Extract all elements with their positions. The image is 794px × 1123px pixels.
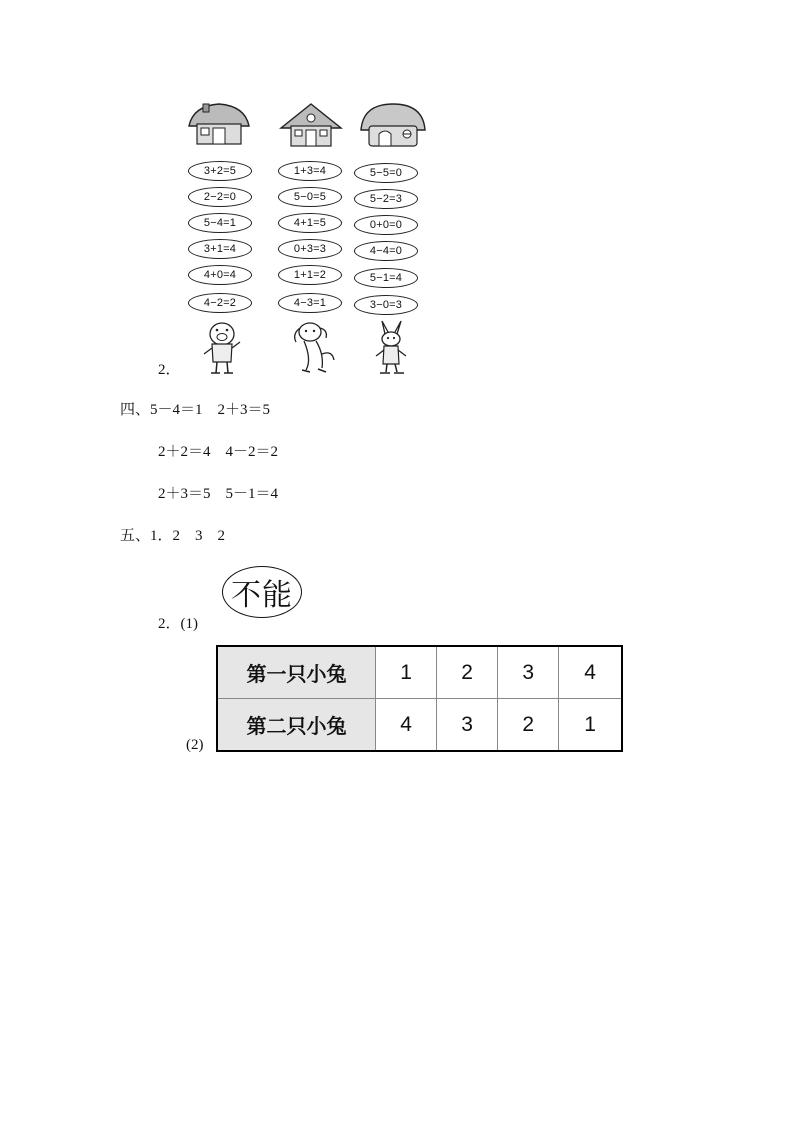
equation-oval: 4−3=1 — [278, 293, 342, 313]
row-header: 第一只小兔 — [217, 646, 376, 699]
equation-oval: 1+3=4 — [278, 161, 342, 181]
mushroom-house-icon — [357, 100, 429, 150]
table-cell: 2 — [437, 646, 498, 699]
equation-oval: 4+1=5 — [278, 213, 342, 233]
equation-oval: 5−2=3 — [354, 189, 418, 209]
dog-icon — [288, 320, 338, 376]
table-cell: 1 — [559, 699, 622, 752]
house-column-2 — [274, 100, 348, 150]
house-column-1 — [182, 100, 256, 150]
equation-oval: 3+2=5 — [188, 161, 252, 181]
table-cell: 3 — [498, 646, 559, 699]
section5-line-1: 五、1．2 3 2 — [120, 528, 226, 544]
peaked-roof-house-icon — [275, 100, 347, 150]
section4-line-1: 四、5－4＝1 2＋3＝5 — [120, 402, 271, 418]
equation-oval: 4−4=0 — [354, 241, 418, 261]
equation-oval: 0+3=3 — [278, 239, 342, 259]
section4-line-3: 2＋3＝5 5－1＝4 — [158, 486, 279, 502]
equation-oval: 0+0=0 — [354, 215, 418, 235]
equation-oval: 3+1=4 — [188, 239, 252, 259]
equation-oval: 1+1=2 — [278, 265, 342, 285]
house-equation-figure — [182, 100, 432, 378]
rabbit-icon — [370, 320, 414, 376]
equation-oval: 4−2=2 — [188, 293, 252, 313]
table-cell: 4 — [559, 646, 622, 699]
house-column-3 — [356, 100, 430, 150]
section3-item2-label: 2． — [158, 362, 181, 378]
table-cell: 2 — [498, 699, 559, 752]
equation-oval: 5−1=4 — [354, 268, 418, 288]
row-header: 第二只小兔 — [217, 699, 376, 752]
equation-oval: 4+0=4 — [188, 265, 252, 285]
table-row — [217, 646, 622, 699]
equation-oval: 5−5=0 — [354, 163, 418, 183]
pig-icon — [198, 320, 246, 376]
table-cell: 3 — [437, 699, 498, 752]
table-row — [217, 699, 622, 752]
equation-oval: 2−2=0 — [188, 187, 252, 207]
section5-item2-label: 2．(1) — [158, 616, 198, 632]
rabbit-count-table — [216, 645, 623, 752]
table-cell: 4 — [376, 699, 437, 752]
circled-answer: 不能 — [222, 566, 302, 618]
section5-part2-label: (2) — [186, 737, 204, 753]
rounded-roof-house-icon — [183, 100, 255, 150]
equation-oval: 5−0=5 — [278, 187, 342, 207]
section4-line-2: 2＋2＝4 4－2＝2 — [158, 444, 279, 460]
equation-oval: 5−4=1 — [188, 213, 252, 233]
equation-oval: 3−0=3 — [354, 295, 418, 315]
table-cell: 1 — [376, 646, 437, 699]
